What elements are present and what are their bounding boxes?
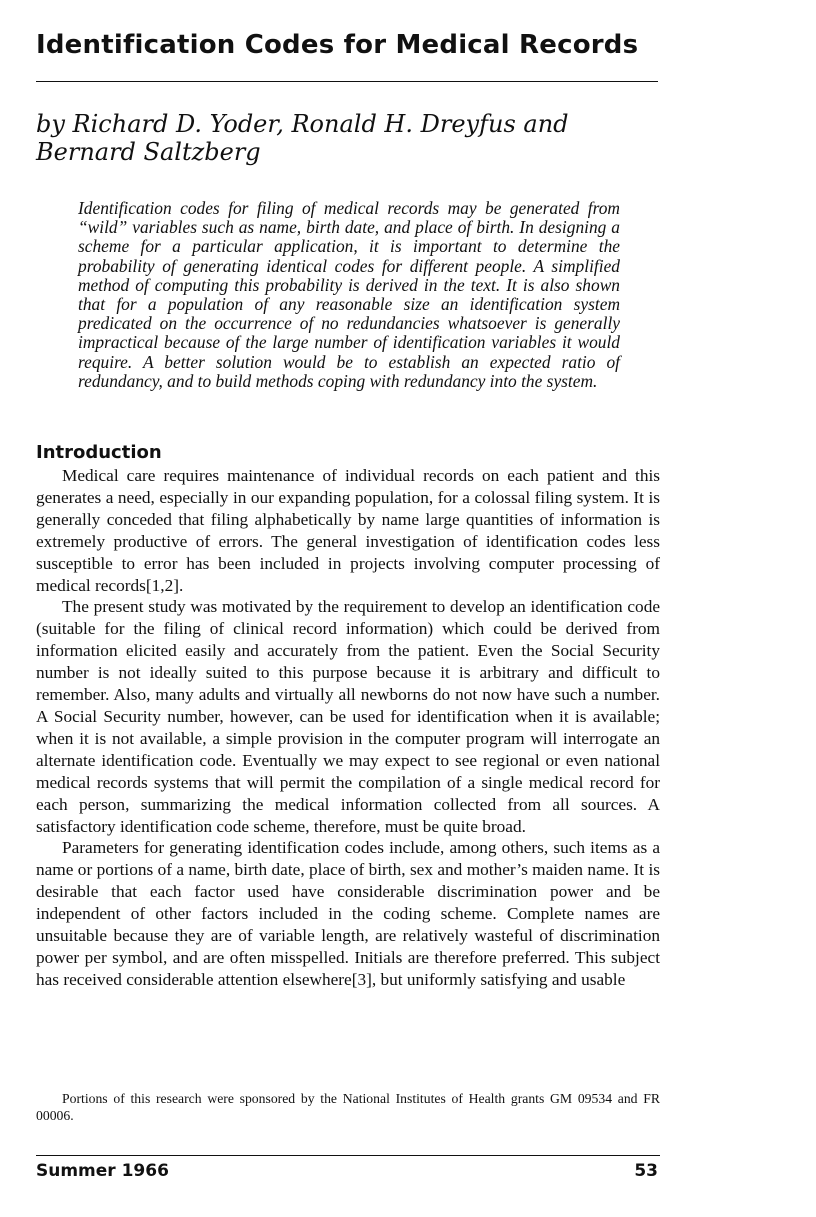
footer-rule <box>36 1155 660 1156</box>
paragraph: Medical care requires maintenance of individual records on each patient and this generates a need, especially in our expanding population, for a colossal filing system. It is generally conceded that filing alphabetically by name large quantities of information is extremely productive of errors. The general investigation of identification codes less susceptible to error has been included in projects involving computer processing of medical records[1,2]. <box>36 466 660 595</box>
page-number: 53 <box>634 1161 658 1181</box>
title-rule <box>36 81 658 82</box>
funding-footnote: Portions of this research were sponsored by the National Institutes of Health grants GM 09534 and FR 00006. <box>36 1091 660 1123</box>
article-title: Identification Codes for Medical Records <box>36 30 639 60</box>
paragraph: Parameters for generating identification codes include, among others, such items as a name or portions of a name, birth date, place of birth, sex and mother’s maiden name. It is desirable that each factor used have considerable discrimination power and be independent of other factors included in the coding scheme. Complete names are unsuitable because they are of variable length, are relatively wasteful of discrimination power per symbol, and are often misspelled. Initials are therefore preferred. This subject has received considerable attention elsewhere[3], but uniformly satisfying and usable <box>36 838 660 989</box>
section-heading: Introduction <box>36 442 162 463</box>
abstract: Identification codes for filing of medical records may be generated from “wild” variables such as name, birth date, and place of birth. In designing a scheme for a particular application, it is important to determine the probability of generating identical codes for different people. A simplified method of computing this probability is derived in the text. It is also shown that for a population of any reasonable size an identification system predicated on the occurrence of no redundancies whatsoever is generally impractical because of the large number of identification variables it would require. A better solution would be to establish an expected ratio of redundancy, and to build methods coping with redundancy into the system. <box>78 198 620 391</box>
paragraph: The present study was motivated by the requirement to develop an identification code (suitable for the filing of clinical record information) which could be derived from information elicited easily and accurately from the patient. Even the Social Security number is not ideally suited to this purpose because it is arbitrary and difficult to remember. Also, many adults and virtually all newborns do not now have such a number. A Social Security number, however, can be used for identification when it is available; when it is not available, a simple provision in the computer program will interrogate an alternate identification code. Eventually we may expect to see regional or even national medical records systems that will permit the compilation of a single medical record for each person, summarizing the medical information collected from all sources. A satisfactory identification code scheme, therefore, must be quite broad. <box>36 597 660 836</box>
author-line: by Richard D. Yoder, Ronald H. Dreyfus and Bernard Saltzberg <box>36 110 569 166</box>
issue-label: Summer 1966 <box>36 1161 169 1181</box>
body-text <box>36 465 660 991</box>
